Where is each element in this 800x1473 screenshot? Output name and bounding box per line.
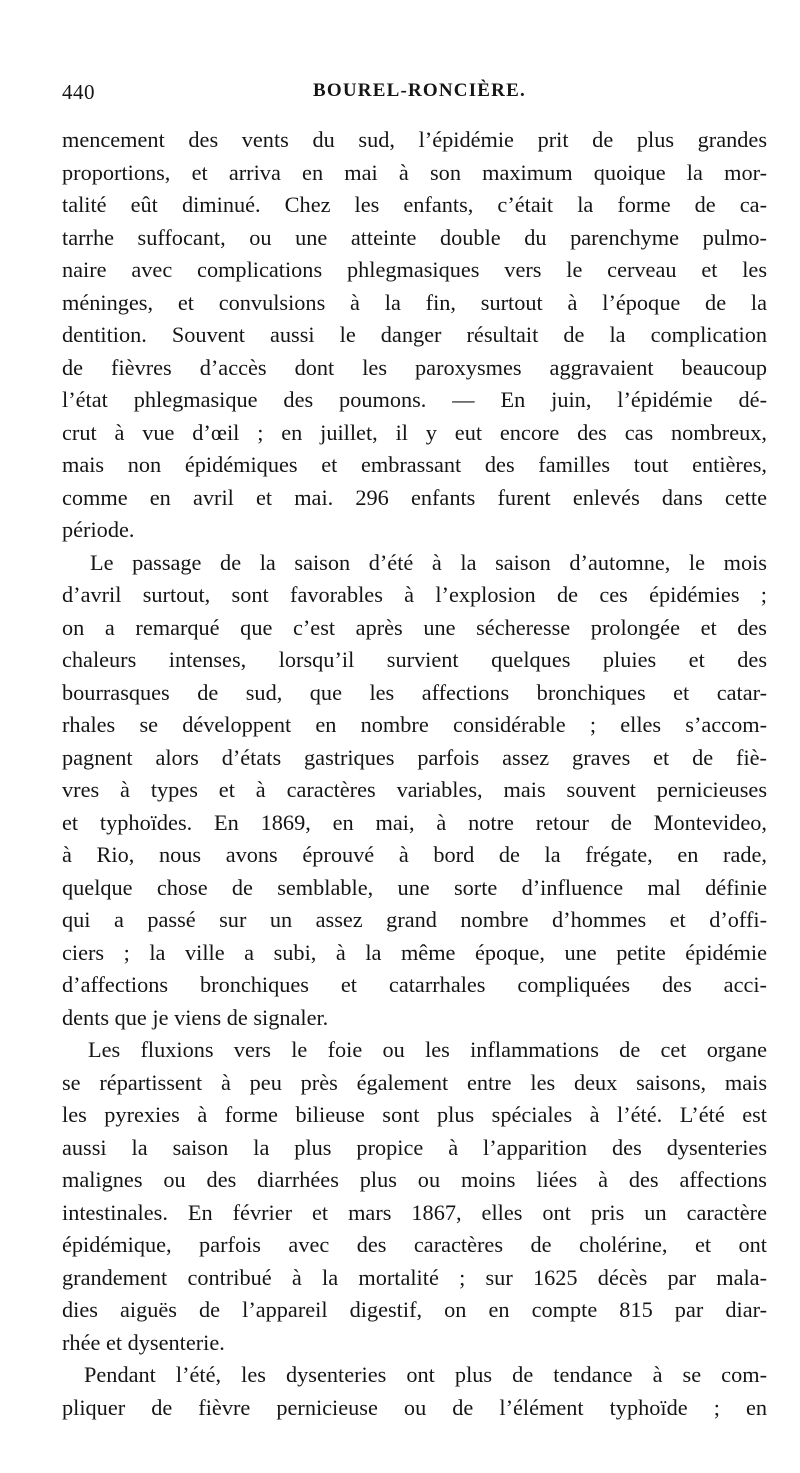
text-line: Le passage de la saison d’été à la saison d’automne, le mois bbox=[90, 549, 767, 575]
text-line: méninges, et convulsions à la fin, surtout à l’époque de la bbox=[62, 289, 767, 315]
text-line: dents que je viens de signaler. bbox=[62, 1004, 329, 1030]
text-line: mais non épidémiques et embrassant des familles tout entières, bbox=[62, 452, 767, 477]
text-line: proportions, et arriva en mai à son maximum quoique la mor- bbox=[62, 159, 767, 185]
text-line: et typhoïdes. En 1869, en mai, à notre retour de Montevideo, bbox=[62, 809, 767, 835]
text-line: malignes ou des diarrhées plus ou moins liées à des affections bbox=[62, 1167, 767, 1192]
text-line: rhée et dysenterie. bbox=[62, 1329, 225, 1355]
text-line: qui a passé sur un assez grand nombre d’hommes et d’offi- bbox=[62, 907, 767, 932]
page-number: 440 bbox=[62, 80, 95, 104]
text-line: talité eût diminué. Chez les enfants, c’était la forme de ca- bbox=[62, 192, 767, 217]
text-line: aussi la saison la plus propice à l’apparition des dysenteries bbox=[62, 1134, 767, 1160]
text-line: se répartissent à peu près également entre les deux saisons, mais bbox=[62, 1069, 767, 1095]
text-line: mencement des vents du sud, l’épidémie prit de plus grandes bbox=[62, 127, 767, 152]
text-line: l’état phlegmasique des poumons. — En juin, l’épidémie dé- bbox=[62, 387, 767, 412]
text-line: à Rio, nous avons éprouvé à bord de la frégate, en rade, bbox=[62, 842, 767, 867]
text-line: de fièvres d’accès dont les paroxysmes aggravaient beaucoup bbox=[62, 354, 767, 380]
text-line: vres à types et à caractères variables, mais souvent pernicieuses bbox=[62, 777, 767, 802]
text-line: ciers ; la ville a subi, à la même époque, une petite épidémie bbox=[62, 939, 767, 965]
page-header bbox=[62, 80, 772, 120]
text-line: bourrasques de sud, que les affections bronchiques et catar- bbox=[62, 679, 767, 705]
text-line: comme en avril et mai. 296 enfants furent enlevés dans cette bbox=[62, 484, 767, 510]
text-line: quelque chose de semblable, une sorte d’influence mal définie bbox=[62, 874, 767, 900]
text-line: naire avec complications phlegmasiques vers le cerveau et les bbox=[62, 257, 767, 282]
text-line: chaleurs intenses, lorsqu’il survient quelques pluies et des bbox=[62, 647, 767, 672]
text-line: dentition. Souvent aussi le danger résultait de la complication bbox=[62, 322, 767, 347]
text-line: on a remarqué que c’est après une sécheresse prolongée et des bbox=[62, 614, 767, 640]
text-line: dies aiguës de l’appareil digestif, on en compte 815 par diar- bbox=[62, 1297, 767, 1322]
text-line: grandement contribué à la mortalité ; sur 1625 décès par mala- bbox=[62, 1264, 767, 1290]
running-head: BOUREL-RONCIÈRE. bbox=[313, 80, 526, 101]
text-line: pliquer de fièvre pernicieuse ou de l’élément typhoïde ; en bbox=[62, 1394, 767, 1420]
text-line: les pyrexies à forme bilieuse sont plus spéciales à l’été. L’été est bbox=[62, 1102, 767, 1127]
text-line: période. bbox=[62, 517, 135, 542]
text-line: Pendant l’été, les dysenteries ont plus de tendance à se com- bbox=[84, 1362, 767, 1387]
text-line: tarrhe suffocant, ou une atteinte double du parenchyme pulmo- bbox=[62, 224, 767, 250]
text-line: d’affections bronchiques et catarrhales compliquées des acci- bbox=[62, 972, 767, 997]
text-line: pagnent alors d’états gastriques parfois assez graves et de fiè- bbox=[62, 744, 767, 770]
text-line: d’avril surtout, sont favorables à l’explosion de ces épidémies ; bbox=[62, 582, 767, 607]
text-line: Les fluxions vers le foie ou les inflammations de cet organe bbox=[88, 1037, 767, 1062]
text-line: intestinales. En février et mars 1867, elles ont pris un caractère bbox=[62, 1199, 767, 1225]
text-line: épidémique, parfois avec des caractères de cholérine, et ont bbox=[62, 1232, 767, 1257]
text-line: rhales se développent en nombre considérable ; elles s’accom- bbox=[62, 712, 767, 737]
text-line: crut à vue d’œil ; en juillet, il y eut encore des cas nombreux, bbox=[62, 419, 767, 445]
body-text bbox=[62, 124, 767, 1424]
